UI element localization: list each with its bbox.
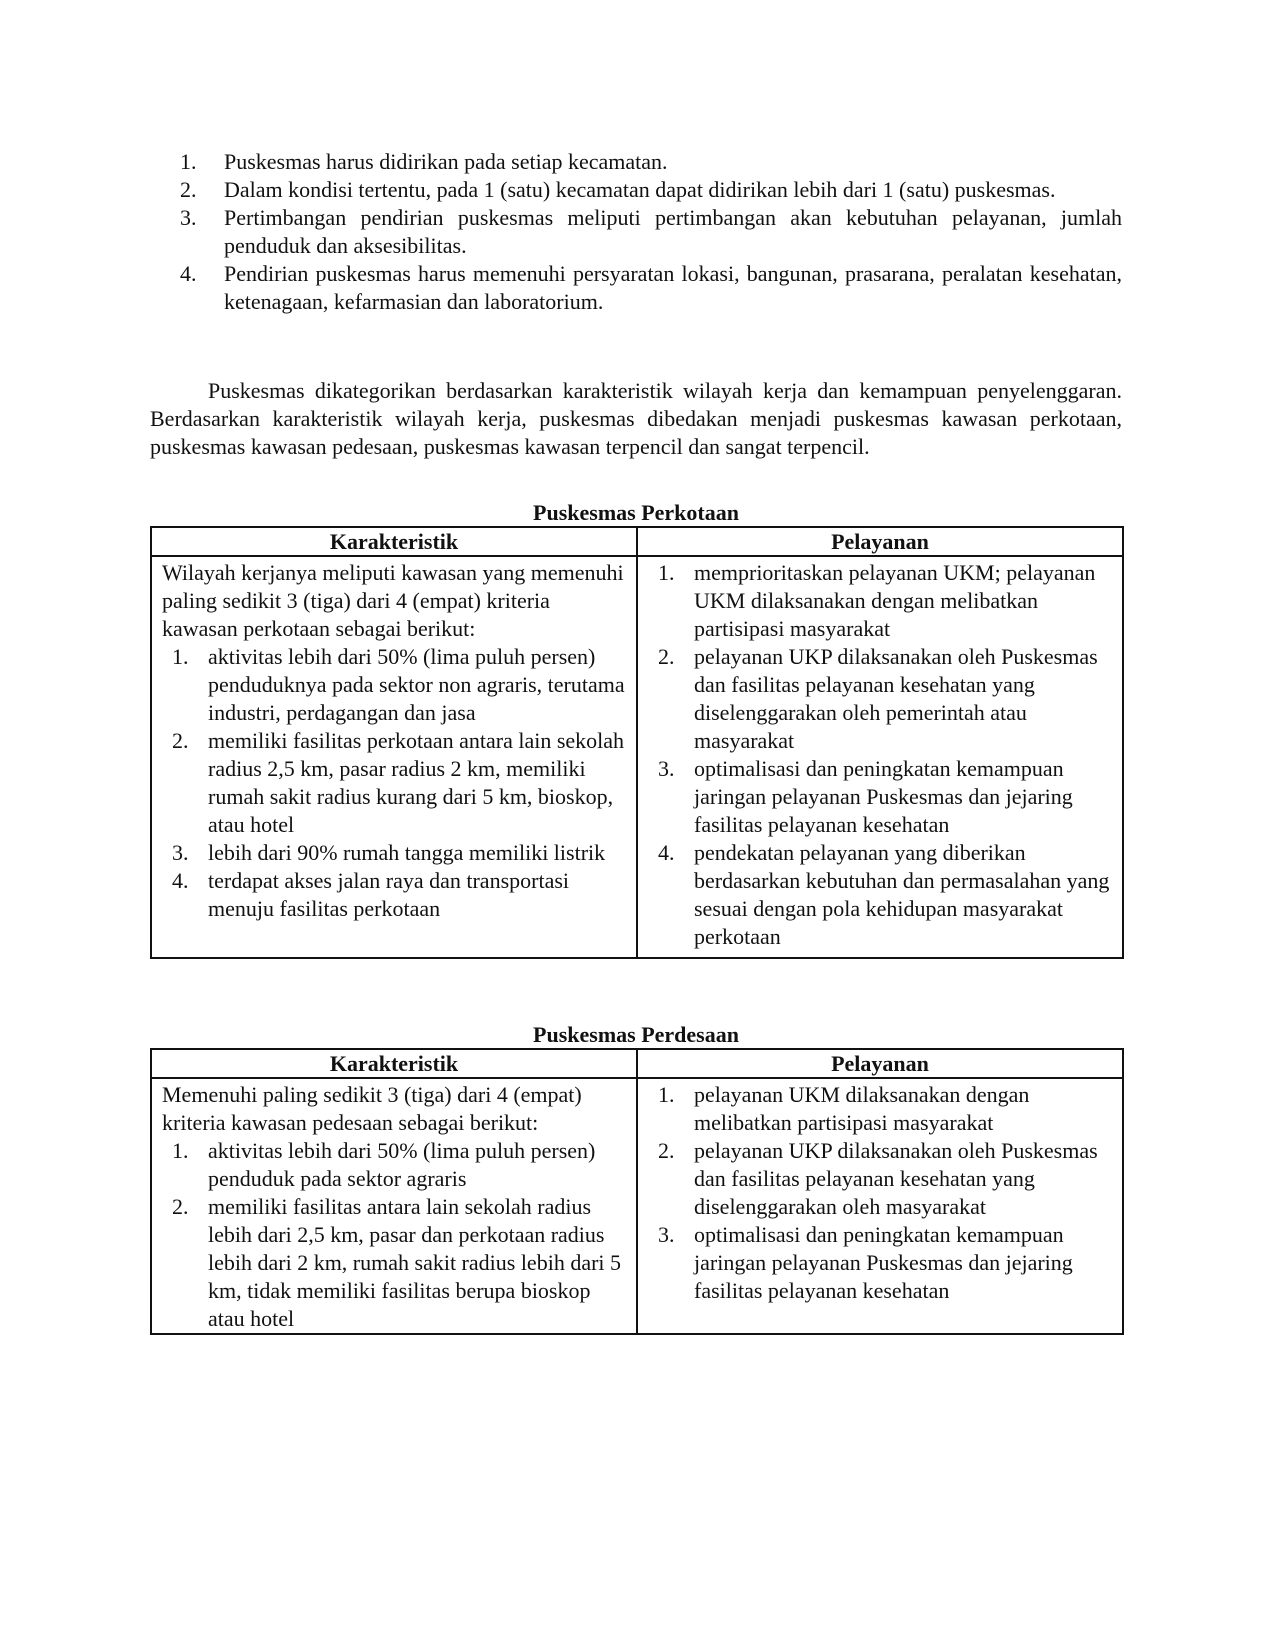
list-item [658, 839, 1112, 951]
list-text: optimalisasi dan peningkatan kemampuan jaringan pelayanan Puskesmas dan jejaring fasilitas pelayanan kesehatan [694, 1222, 1073, 1303]
list-number: 3. [172, 840, 189, 865]
list-number: 2. [658, 644, 675, 669]
requirements-list [180, 148, 1122, 316]
list-number: 3. [658, 756, 675, 781]
pelayanan-list [658, 1081, 1112, 1305]
table-header-row [151, 1049, 1123, 1078]
list-item [180, 148, 1122, 176]
list-text: lebih dari 90% rumah tangga memiliki listrik [208, 840, 606, 865]
list-text: pendekatan pelayanan yang diberikan berdasarkan kebutuhan dan permasalahan yang sesuai dengan pola kehidupan masyarakat perkotaan [694, 840, 1110, 949]
list-text: optimalisasi dan peningkatan kemampuan jaringan pelayanan Puskesmas dan jejaring fasilitas pelayanan kesehatan [694, 756, 1073, 837]
list-number: 1. [180, 149, 197, 174]
column-header-pelayanan: Pelayanan [637, 527, 1123, 556]
table-title-perdesaan: Puskesmas Perdesaan [533, 1022, 739, 1047]
list-text: Pertimbangan pendirian puskesmas meliputi pertimbangan akan kebutuhan pelayanan, jumlah penduduk dan aksesibilitas. [224, 205, 1122, 258]
pelayanan-list [658, 559, 1112, 951]
list-item [658, 643, 1112, 755]
karakteristik-cell [151, 1078, 637, 1334]
list-text: memprioritaskan pelayanan UKM; pelayanan UKM dilaksanakan dengan melibatkan partisipasi masyarakat [694, 560, 1096, 641]
list-text: aktivitas lebih dari 50% (lima puluh persen) penduduknya pada sektor non agraris, terutama industri, perdagangan dan jasa [208, 644, 625, 725]
table-perkotaan [150, 526, 1124, 959]
list-number: 2. [658, 1138, 675, 1163]
list-item [162, 867, 626, 923]
list-number: 2. [180, 177, 197, 202]
list-item [658, 1221, 1112, 1305]
list-item [180, 204, 1122, 260]
list-number: 1. [658, 1082, 675, 1107]
list-text: pelayanan UKP dilaksanakan oleh Puskesmas dan fasilitas pelayanan kesehatan yang diselenggarakan oleh pemerintah atau masyarakat [694, 644, 1098, 753]
column-header-karakteristik: Karakteristik [151, 527, 637, 556]
list-item [658, 755, 1112, 839]
list-text: pelayanan UKP dilaksanakan oleh Puskesmas dan fasilitas pelayanan kesehatan yang diselenggarakan oleh masyarakat [694, 1138, 1098, 1219]
list-number: 1. [172, 1138, 189, 1163]
list-number: 3. [180, 205, 197, 230]
table-header-row [151, 527, 1123, 556]
list-number: 2. [172, 1194, 189, 1219]
pelayanan-cell [637, 1078, 1123, 1334]
table-row [151, 556, 1123, 958]
table-perdesaan [150, 1048, 1124, 1335]
list-item [162, 1137, 626, 1193]
list-item [658, 1137, 1112, 1221]
pelayanan-cell [637, 556, 1123, 958]
list-text: pelayanan UKM dilaksanakan dengan melibatkan partisipasi masyarakat [694, 1082, 1030, 1135]
list-text: Puskesmas harus didirikan pada setiap kecamatan. [224, 149, 668, 174]
list-item [180, 260, 1122, 316]
list-item [162, 643, 626, 727]
list-item [180, 176, 1122, 204]
list-number: 1. [172, 644, 189, 669]
list-number: 4. [658, 840, 675, 865]
list-item [658, 559, 1112, 643]
list-item [162, 1193, 626, 1333]
karakteristik-cell [151, 556, 637, 958]
column-header-karakteristik: Karakteristik [151, 1049, 637, 1078]
list-text: memiliki fasilitas perkotaan antara lain sekolah radius 2,5 km, pasar radius 2 km, memiliki rumah sakit radius kurang dari 5 km, bioskop, atau hotel [208, 728, 625, 837]
list-number: 4. [180, 261, 197, 286]
list-item [162, 839, 626, 867]
list-text: Dalam kondisi tertentu, pada 1 (satu) kecamatan dapat didirikan lebih dari 1 (satu) puskesmas. [224, 177, 1056, 202]
list-text: terdapat akses jalan raya dan transportasi menuju fasilitas perkotaan [208, 868, 570, 921]
list-item [162, 727, 626, 839]
list-text: memiliki fasilitas antara lain sekolah radius lebih dari 2,5 km, pasar dan perkotaan radius lebih dari 2 km, rumah sakit radius lebih dari 5 km, tidak memiliki fasilitas berupa bioskop atau hotel [208, 1194, 622, 1331]
list-number: 4. [172, 868, 189, 893]
table-row [151, 1078, 1123, 1334]
cell-intro: Memenuhi paling sedikit 3 (tiga) dari 4 (empat) kriteria kawasan pedesaan sebagai berikut: [162, 1082, 582, 1135]
column-header-pelayanan: Pelayanan [637, 1049, 1123, 1078]
list-number: 3. [658, 1222, 675, 1247]
cell-intro: Wilayah kerjanya meliputi kawasan yang memenuhi paling sedikit 3 (tiga) dari 4 (empat) kriteria kawasan perkotaan sebagai berikut: [162, 560, 624, 641]
list-text: Pendirian puskesmas harus memenuhi persyaratan lokasi, bangunan, prasarana, peralatan kesehatan, ketenagaan, kefarmasian dan laboratorium. [224, 261, 1122, 314]
karakteristik-list [162, 643, 626, 923]
list-number: 2. [172, 728, 189, 753]
karakteristik-list [162, 1137, 626, 1333]
category-paragraph: Puskesmas dikategorikan berdasarkan karakteristik wilayah kerja dan kemampuan penyelenggaran. Berdasarkan karakteristik wilayah kerja, puskesmas dibedakan menjadi puskesmas kawasan perkotaan, puskesmas kawasan pedesaan, puskesmas kawasan terpencil dan sangat terpencil. [150, 378, 1122, 459]
list-text: aktivitas lebih dari 50% (lima puluh persen) penduduk pada sektor agraris [208, 1138, 596, 1191]
list-number: 1. [658, 560, 675, 585]
table-title-perkotaan: Puskesmas Perkotaan [533, 500, 739, 525]
list-item [658, 1081, 1112, 1137]
